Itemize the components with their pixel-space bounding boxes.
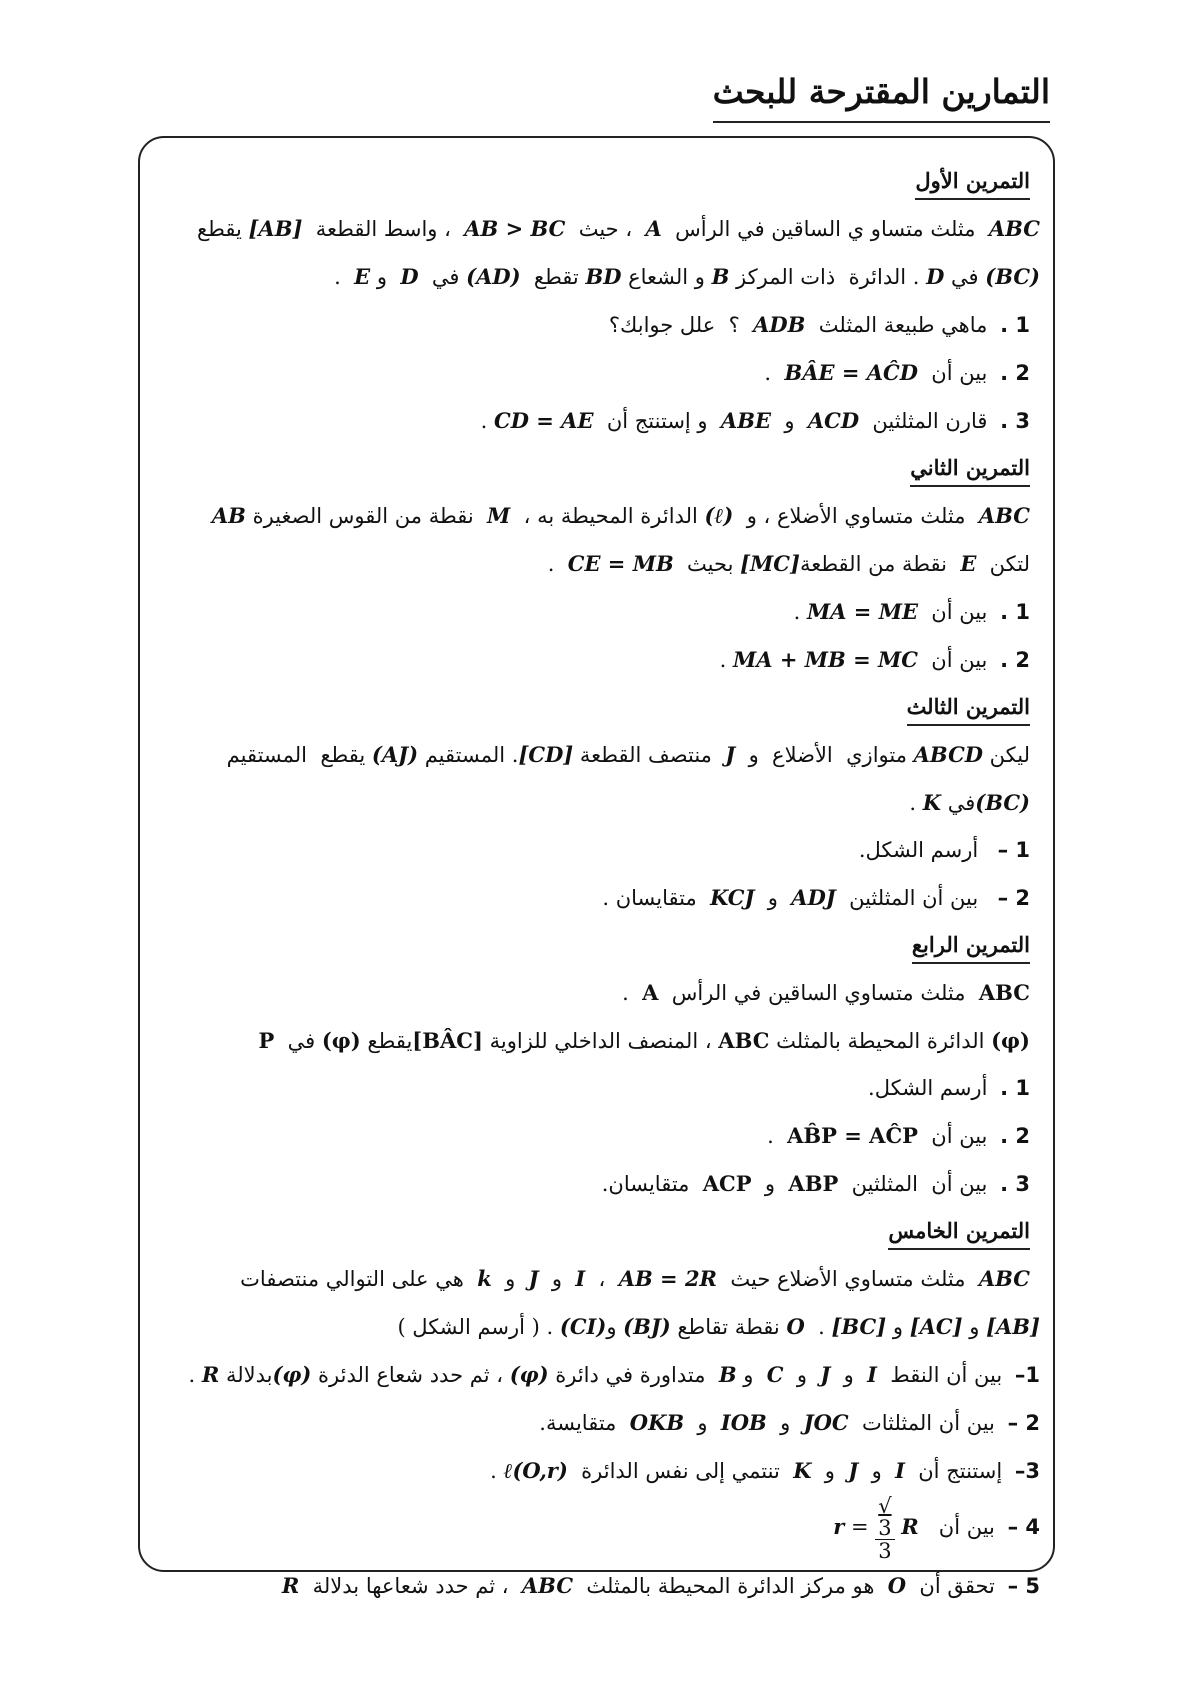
exercise-2: [160, 445, 1040, 684]
exercise-2-question-2: 2 . بين أن MA + MB = MC .: [719, 647, 1030, 672]
exercise-1-title: التمرين الأول: [915, 164, 1030, 200]
exercise-2-line-1: ABC مثلث متساوي الأضلاع ، و (ℓ) الدائرة المحيطة به ، M نقطة من القوس الصغيرة AB: [211, 503, 1030, 528]
exercise-3-question-2: 2 – بين أن المثلثين ADJ و KCJ متقايسان .: [602, 885, 1030, 910]
exercise-5-title: التمرين الخامس: [888, 1214, 1030, 1250]
exercise-1-question-3: 3 . قارن المثلثين ACD و ABE و إستنتج أن CD = AE .: [480, 408, 1030, 433]
exercise-5-line-1: ABC مثلث متساوي الأضلاع حيث AB = 2R ، I و J و k هي على التوالي منتصفات: [240, 1266, 1030, 1291]
exercise-1: [160, 158, 1040, 445]
exercise-5: [160, 1208, 1040, 1610]
exercise-5-line-2: [AB] و [AC] و [BC] . O نقطة تقاطع (BJ) و(CI) . ( أرسم الشكل ): [397, 1314, 1040, 1339]
page-title: التمارين المقترحة للبحث: [713, 72, 1050, 123]
exercise-4: [160, 922, 1040, 1208]
exercise-1-question-1: 1 . ماهي طبيعة المثلث ADB ؟ علل جوابك؟: [608, 312, 1030, 337]
exercise-1-line-2: (BC) في D . الدائرة ذات المركز B و الشعاع BD تقطع (AD) في D و E .: [334, 264, 1040, 289]
exercise-2-question-1: 1 . بين أن MA = ME .: [793, 599, 1030, 624]
exercise-4-line-1: ABC مثلث متساوي الساقين في الرأس A .: [622, 980, 1030, 1005]
exercise-3-title: التمرين الثالث: [907, 690, 1030, 726]
exercise-4-line-2: (φ) الدائرة المحيطة بالمثلث ABC ، المنصف الداخلي للزاوية [BÂC]يقطع (φ) في P: [258, 1028, 1030, 1053]
exercise-5-question-5: 5 – تحقق أن O هو مركز الدائرة المحيطة بالمثلث ABC ، ثم حدد شعاعها بدلالة R: [281, 1573, 1040, 1598]
exercise-3-question-1: 1 – أرسم الشكل.: [858, 838, 1030, 862]
exercise-5-question-3: 3– إستنتج أن I و J و K تنتمي إلى نفس الدائرة ℓ(O,r) .: [490, 1458, 1040, 1483]
exercise-2-title: التمرين الثاني: [910, 451, 1030, 487]
exercise-2-line-2: لتكن E نقطة من القطعة[MC] بحيث CE = MB .: [547, 551, 1030, 576]
exercise-5-question-2: 2 – بين أن المثلثات JOC و IOB و OKB متقايسة.: [539, 1410, 1040, 1435]
exercise-list: [160, 158, 1040, 1610]
exercise-3-line-2: (BC)في K .: [909, 790, 1030, 815]
exercise-4-question-3: 3 . بين أن المثلثين ABP و ACP متقايسان.: [601, 1171, 1030, 1196]
exercise-4-question-2: 2 . بين أن AB̂P = AĈP .: [767, 1123, 1030, 1148]
exercise-5-question-1: 1– بين أن النقط I و J و C و B متداورة في دائرة (φ) ، ثم حدد شعاع الدئرة (φ)بدلالة R .: [188, 1362, 1040, 1387]
exercise-3: [160, 684, 1040, 922]
exercise-4-title: التمرين الرابع: [912, 928, 1030, 964]
exercise-3-line-1: ليكن ABCD متوازي الأضلاع و J منتصف القطعة [CD]. المستقيم (AJ) يقطع المستقيم: [226, 742, 1030, 767]
exercise-5-question-4: 4 – بين أن r = √ 3 3 R: [833, 1494, 1040, 1563]
exercise-1-question-2: 2 . بين أن BÂE = AĈD .: [764, 360, 1030, 385]
exercise-1-line-1: ABC مثلث متساو ي الساقين في الرأس A ، حيث AB > BC ، واسط القطعة [AB] يقطع: [196, 216, 1040, 241]
exercise-4-question-1: 1 . أرسم الشكل.: [868, 1076, 1030, 1100]
